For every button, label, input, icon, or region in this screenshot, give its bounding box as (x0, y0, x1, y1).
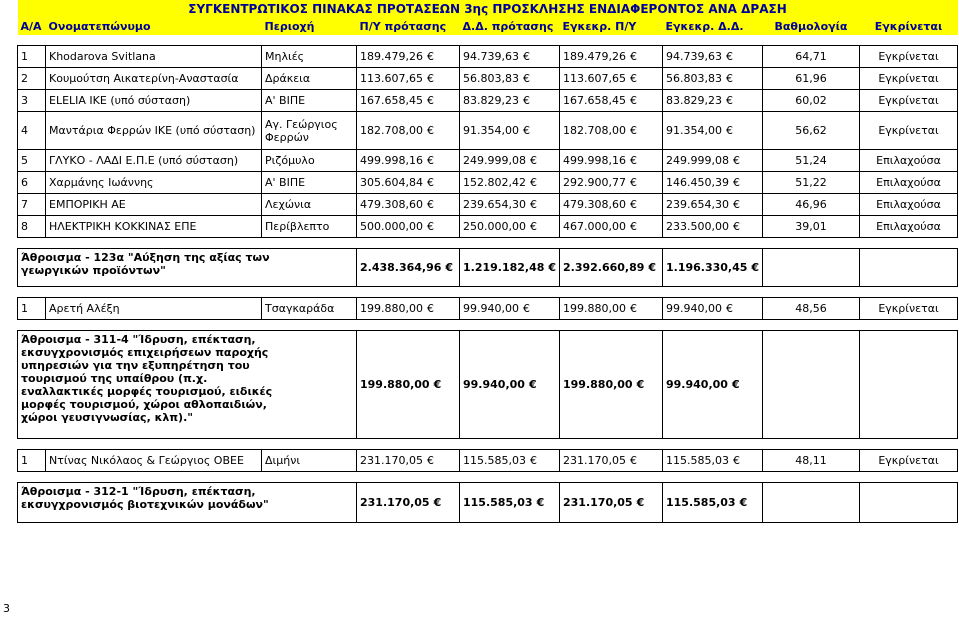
amount-value: 94.739,63 (666, 50, 722, 63)
amount-cell (663, 298, 763, 320)
spacer-cell (18, 35, 958, 46)
amount-value: 231.170,05 (360, 454, 423, 467)
spacer-cell (18, 439, 958, 450)
amount-cell (460, 483, 560, 523)
currency-symbol: € (629, 220, 637, 233)
amount-value: 239.654,30 (463, 198, 526, 211)
amount-value: 199.880,00 (360, 378, 430, 391)
amount-value: 1.196.330,45 (666, 261, 748, 274)
amount-value: 305.604,84 (360, 176, 423, 189)
column-header: Α/Α (18, 18, 46, 35)
table-row (18, 112, 958, 150)
spacer-row (18, 472, 958, 483)
page-title: ΣΥΓΚΕΝΤΡΩΤΙΚΟΣ ΠΙΝΑΚΑΣ ΠΡΟΤΑΣΕΩΝ 3ης ΠΡΟΣΚΛΗΣΗΣ ΕΝΔΙΑΦΕΡΟΝΤΟΣ ΑΝΑ ΔΡΑΣΗ (18, 0, 958, 18)
currency-symbol: € (739, 496, 748, 509)
amount-value: 467.000,00 (563, 220, 626, 233)
currency-symbol: € (426, 124, 434, 137)
sum-label: Άθροισμα - 311-4 "Ίδρυση, επέκταση, εκσυγχρονισμός επιχειρήσεων παροχής υπηρεσιών για την εξυπηρέτηση του τουρισμού της υπαίθρου (π.χ. εναλλακτικές μορφές τουρισμού, ειδικές μορφές τουρισμού, χώροι αθλοπαιδιών, χώροι γευσιγνωσίας, κλπ)." (18, 331, 357, 439)
amount-cell (560, 150, 663, 172)
sum-row (18, 331, 958, 439)
row-number: 1 (18, 298, 46, 320)
amount-value: 83.829,23 (463, 94, 519, 107)
amount-cell (460, 331, 560, 439)
score: 46,96 (763, 194, 860, 216)
amount-value: 199.880,00 (563, 378, 633, 391)
proposals-table (17, 0, 958, 523)
amount-value: 91.354,00 (463, 124, 519, 137)
amount-value: 199.880,00 (360, 302, 423, 315)
amount-value: 182.708,00 (360, 124, 423, 137)
currency-symbol: € (426, 50, 434, 63)
amount-cell (560, 298, 663, 320)
score: 64,71 (763, 46, 860, 68)
currency-symbol: € (426, 302, 434, 315)
score: 48,11 (763, 450, 860, 472)
spacer-row (18, 320, 958, 331)
amount-cell (560, 450, 663, 472)
amount-cell (357, 483, 460, 523)
spacer-row (18, 439, 958, 450)
amount-value: 115.585,03 (666, 454, 729, 467)
amount-value: 500.000,00 (360, 220, 423, 233)
column-header: Εγκεκρ. Π/Υ (560, 18, 663, 35)
currency-symbol: € (732, 176, 740, 189)
amount-value: 479.308,60 (360, 198, 423, 211)
amount-value: 1.219.182,48 (463, 261, 545, 274)
currency-symbol: € (522, 94, 530, 107)
amount-cell (357, 150, 460, 172)
applicant-name: Χαρμάνης Ιωάννης (46, 172, 262, 194)
spacer-row (18, 238, 958, 249)
currency-symbol: € (629, 176, 637, 189)
currency-symbol: € (725, 124, 733, 137)
amount-cell (560, 68, 663, 90)
amount-cell (357, 298, 460, 320)
score: 48,56 (763, 298, 860, 320)
amount-cell (460, 194, 560, 216)
currency-symbol: € (751, 261, 760, 274)
row-number: 6 (18, 172, 46, 194)
amount-value: 91.354,00 (666, 124, 722, 137)
sum-row (18, 249, 958, 287)
area-name: Α' ΒΙΠΕ (262, 172, 357, 194)
applicant-name: Khodarova Svitlana (46, 46, 262, 68)
page-number: 3 (3, 602, 10, 615)
currency-symbol: € (629, 302, 637, 315)
sum-row (18, 483, 958, 523)
amount-cell (560, 249, 663, 287)
amount-cell (663, 331, 763, 439)
amount-cell (357, 112, 460, 150)
amount-cell (560, 216, 663, 238)
amount-value: 99.940,00 (463, 378, 525, 391)
amount-value: 167.658,45 (563, 94, 626, 107)
amount-value: 182.708,00 (563, 124, 626, 137)
area-name: Λεχώνια (262, 194, 357, 216)
amount-value: 115.585,03 (463, 454, 526, 467)
amount-cell (460, 150, 560, 172)
status: Εγκρίνεται (860, 450, 958, 472)
currency-symbol: € (426, 220, 434, 233)
area-name: Περίβλεπτο (262, 216, 357, 238)
amount-cell (460, 298, 560, 320)
amount-cell (560, 112, 663, 150)
amount-value: 113.607,65 (563, 72, 626, 85)
amount-value: 2.438.364,96 (360, 261, 442, 274)
amount-value: 499.998,16 (563, 154, 626, 167)
currency-symbol: € (725, 94, 733, 107)
amount-value: 113.607,65 (360, 72, 423, 85)
amount-value: 94.739,63 (463, 50, 519, 63)
empty-cell (763, 483, 860, 523)
amount-value: 239.654,30 (666, 198, 729, 211)
spacer-row (18, 35, 958, 46)
spacer-cell (18, 287, 958, 298)
row-number: 1 (18, 46, 46, 68)
currency-symbol: € (426, 94, 434, 107)
amount-value: 56.803,83 (463, 72, 519, 85)
amount-cell (560, 194, 663, 216)
spacer-row (18, 287, 958, 298)
currency-symbol: € (529, 220, 537, 233)
amount-value: 249.999,08 (463, 154, 526, 167)
applicant-name: Κουμούτση Αικατερίνη-Αναστασία (46, 68, 262, 90)
amount-cell (663, 90, 763, 112)
amount-cell (663, 194, 763, 216)
area-name: Διμήνι (262, 450, 357, 472)
table-row (18, 46, 958, 68)
currency-symbol: € (522, 72, 530, 85)
table-row (18, 298, 958, 320)
column-header: Ονοματεπώνυμο (46, 18, 262, 35)
amount-cell (663, 216, 763, 238)
amount-cell (560, 46, 663, 68)
currency-symbol: € (426, 176, 434, 189)
sum-label: Άθροισμα - 123α "Αύξηση της αξίας των γεωργικών προϊόντων" (18, 249, 357, 287)
spacer-cell (18, 238, 958, 249)
empty-cell (763, 331, 860, 439)
amount-cell (663, 150, 763, 172)
currency-symbol: € (732, 154, 740, 167)
amount-cell (663, 450, 763, 472)
currency-symbol: € (522, 302, 530, 315)
row-number: 5 (18, 150, 46, 172)
currency-symbol: € (529, 454, 537, 467)
currency-symbol: € (522, 50, 530, 63)
table-row (18, 194, 958, 216)
currency-symbol: € (629, 94, 637, 107)
applicant-name: Μαντάρια Φερρών ΙΚΕ (υπό σύσταση) (46, 112, 262, 150)
amount-cell (460, 112, 560, 150)
column-header: Δ.Δ. πρότασης (460, 18, 560, 35)
applicant-name: Ντίνας Νικόλαος & Γεώργιος ΟΒΕΕ (46, 450, 262, 472)
score: 39,01 (763, 216, 860, 238)
table-row (18, 216, 958, 238)
amount-value: 115.585,03 (666, 496, 736, 509)
score: 51,24 (763, 150, 860, 172)
table-row (18, 150, 958, 172)
amount-value: 199.880,00 (563, 302, 626, 315)
status: Επιλαχούσα (860, 216, 958, 238)
empty-cell (860, 331, 958, 439)
spacer-cell (18, 472, 958, 483)
applicant-name: ELELIA IKE (υπό σύσταση) (46, 90, 262, 112)
amount-value: 231.170,05 (563, 496, 633, 509)
currency-symbol: € (445, 261, 454, 274)
amount-cell (357, 172, 460, 194)
amount-cell (663, 172, 763, 194)
currency-symbol: € (528, 378, 537, 391)
amount-cell (357, 450, 460, 472)
amount-value: 167.658,45 (360, 94, 423, 107)
currency-symbol: € (629, 454, 637, 467)
amount-value: 115.585,03 (463, 496, 533, 509)
currency-symbol: € (426, 72, 434, 85)
amount-cell (357, 249, 460, 287)
currency-symbol: € (426, 454, 434, 467)
currency-symbol: € (548, 261, 557, 274)
currency-symbol: € (648, 261, 657, 274)
empty-cell (763, 249, 860, 287)
score: 51,22 (763, 172, 860, 194)
score: 60,02 (763, 90, 860, 112)
applicant-name: ΕΜΠΟΡΙΚΗ ΑΕ (46, 194, 262, 216)
amount-value: 249.999,08 (666, 154, 729, 167)
sum-label: Άθροισμα - 312-1 "Ίδρυση, επέκταση, εκσυγχρονισμός βιοτεχνικών μονάδων" (18, 483, 357, 523)
score: 61,96 (763, 68, 860, 90)
amount-cell (663, 68, 763, 90)
amount-cell (663, 112, 763, 150)
amount-cell (357, 68, 460, 90)
status: Επιλαχούσα (860, 150, 958, 172)
amount-value: 292.900,77 (563, 176, 626, 189)
currency-symbol: € (522, 124, 530, 137)
currency-symbol: € (731, 378, 740, 391)
spacer-cell (18, 320, 958, 331)
area-name: Τσαγκαράδα (262, 298, 357, 320)
amount-cell (560, 172, 663, 194)
currency-symbol: € (636, 496, 645, 509)
status: Εγκρίνεται (860, 112, 958, 150)
area-name: Δράκεια (262, 68, 357, 90)
row-number: 8 (18, 216, 46, 238)
amount-cell (560, 331, 663, 439)
currency-symbol: € (529, 198, 537, 211)
applicant-name: ΗΛΕΚΤΡΙΚΗ ΚΟΚΚΙΝΑΣ ΕΠΕ (46, 216, 262, 238)
amount-cell (357, 46, 460, 68)
currency-symbol: € (732, 198, 740, 211)
currency-symbol: € (433, 496, 442, 509)
currency-symbol: € (529, 176, 537, 189)
currency-symbol: € (629, 72, 637, 85)
amount-cell (357, 194, 460, 216)
amount-cell (460, 450, 560, 472)
row-number: 3 (18, 90, 46, 112)
column-header: Εγκεκρ. Δ.Δ. (663, 18, 763, 35)
currency-symbol: € (426, 154, 434, 167)
amount-value: 231.170,05 (360, 496, 430, 509)
status: Εγκρίνεται (860, 68, 958, 90)
table-row (18, 172, 958, 194)
currency-symbol: € (725, 302, 733, 315)
column-header: Περιοχή (262, 18, 357, 35)
summary-sheet (17, 0, 957, 523)
empty-cell (860, 249, 958, 287)
area-name: Α' ΒΙΠΕ (262, 90, 357, 112)
amount-cell (460, 90, 560, 112)
amount-cell (663, 46, 763, 68)
currency-symbol: € (732, 220, 740, 233)
amount-cell (357, 90, 460, 112)
amount-value: 189.479,26 (563, 50, 626, 63)
area-name: Ριζόμυλο (262, 150, 357, 172)
currency-symbol: € (529, 154, 537, 167)
amount-cell (460, 68, 560, 90)
status: Εγκρίνεται (860, 298, 958, 320)
amount-value: 99.940,00 (666, 302, 722, 315)
amount-cell (663, 483, 763, 523)
amount-value: 2.392.660,89 (563, 261, 645, 274)
applicant-name: ΓΛΥΚΟ - ΛΑΔΙ Ε.Π.Ε (υπό σύσταση) (46, 150, 262, 172)
status: Επιλαχούσα (860, 172, 958, 194)
table-row (18, 68, 958, 90)
amount-cell (460, 172, 560, 194)
status: Εγκρίνεται (860, 46, 958, 68)
header-row (18, 18, 958, 35)
column-header: Εγκρίνεται (860, 18, 958, 35)
currency-symbol: € (433, 378, 442, 391)
amount-value: 56.803,83 (666, 72, 722, 85)
amount-value: 152.802,42 (463, 176, 526, 189)
applicant-name: Αρετή Αλέξη (46, 298, 262, 320)
table-row (18, 90, 958, 112)
amount-cell (560, 483, 663, 523)
row-number: 7 (18, 194, 46, 216)
column-header: Βαθμολογία (763, 18, 860, 35)
status: Εγκρίνεται (860, 90, 958, 112)
score: 56,62 (763, 112, 860, 150)
amount-cell (460, 46, 560, 68)
row-number: 1 (18, 450, 46, 472)
amount-cell (460, 249, 560, 287)
amount-value: 83.829,23 (666, 94, 722, 107)
amount-cell (357, 216, 460, 238)
amount-cell (460, 216, 560, 238)
row-number: 2 (18, 68, 46, 90)
amount-value: 231.170,05 (563, 454, 626, 467)
area-name: Μηλιές (262, 46, 357, 68)
amount-cell (560, 90, 663, 112)
amount-value: 250.000,00 (463, 220, 526, 233)
amount-cell (663, 249, 763, 287)
currency-symbol: € (629, 154, 637, 167)
currency-symbol: € (536, 496, 545, 509)
status: Επιλαχούσα (860, 194, 958, 216)
currency-symbol: € (426, 198, 434, 211)
currency-symbol: € (629, 50, 637, 63)
title-row (18, 0, 958, 18)
area-name: Αγ. Γεώργιος Φερρών (262, 112, 357, 150)
amount-value: 233.500,00 (666, 220, 729, 233)
currency-symbol: € (636, 378, 645, 391)
amount-value: 99.940,00 (463, 302, 519, 315)
amount-value: 189.479,26 (360, 50, 423, 63)
amount-value: 99.940,00 (666, 378, 728, 391)
currency-symbol: € (732, 454, 740, 467)
amount-value: 499.998,16 (360, 154, 423, 167)
row-number: 4 (18, 112, 46, 150)
currency-symbol: € (725, 50, 733, 63)
amount-value: 479.308,60 (563, 198, 626, 211)
currency-symbol: € (629, 198, 637, 211)
amount-cell (357, 331, 460, 439)
currency-symbol: € (725, 72, 733, 85)
empty-cell (860, 483, 958, 523)
amount-value: 146.450,39 (666, 176, 729, 189)
currency-symbol: € (629, 124, 637, 137)
column-header: Π/Υ πρότασης (357, 18, 460, 35)
table-row (18, 450, 958, 472)
